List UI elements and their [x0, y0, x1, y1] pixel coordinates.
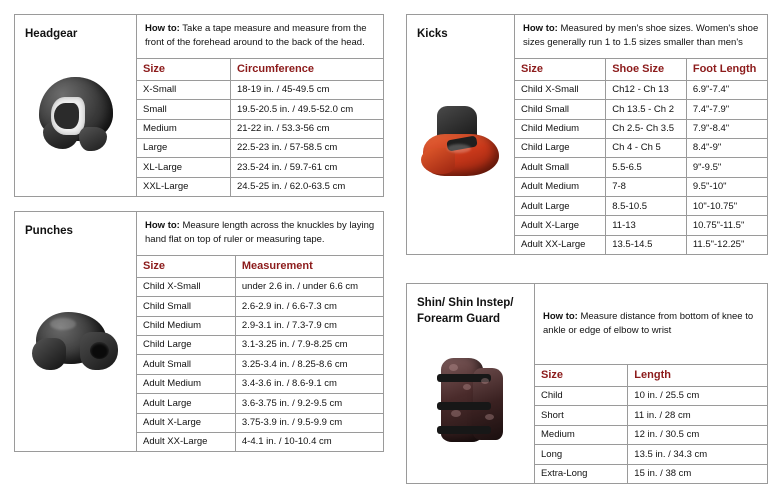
punches-howto [137, 212, 383, 256]
cell-value: 23.5-24 in. / 59.7-61 cm [230, 158, 383, 177]
headgear-title: Headgear [25, 28, 78, 40]
punches-image [25, 246, 128, 444]
cell-size: Adult Large [515, 197, 606, 216]
headgear-howto [137, 15, 383, 59]
table-row [137, 316, 383, 335]
cell-size: Child Medium [137, 316, 235, 335]
cell-size: XL-Large [137, 158, 230, 177]
punches-howto-label: How to: [145, 220, 180, 232]
table-header-row [515, 59, 767, 81]
cell-size: Child Large [515, 138, 606, 157]
shin-guard-block [406, 283, 768, 484]
shin-howto-label: How to: [543, 311, 578, 323]
table-row [137, 100, 383, 119]
right-column [406, 0, 768, 498]
cell-size: Large [137, 138, 230, 157]
cell-value: 11 in. / 28 cm [628, 406, 767, 425]
kick-foot-guard-illustration [417, 104, 506, 186]
cell-value: 19.5-20.5 in. / 49.5-52.0 cm [230, 100, 383, 119]
cell-size: Short [535, 406, 628, 425]
cell-size: Medium [535, 425, 628, 444]
kicks-title: Kicks [417, 28, 448, 40]
kicks-content [515, 15, 767, 254]
cell-value: 10 in. / 25.5 cm [628, 386, 767, 405]
cell-length: 10"-10.75" [686, 197, 767, 216]
table-row [535, 464, 767, 483]
cell-length: 8.4"-9" [686, 138, 767, 157]
cell-value: 12 in. / 30.5 cm [628, 425, 767, 444]
table-row [515, 216, 767, 235]
table-header-row [137, 256, 383, 278]
cell-size: Adult Medium [515, 177, 606, 196]
headgear-howto-text: Take a tape measure and measure from the front of the forehead around to the back of the head. [145, 23, 367, 48]
kicks-image [417, 49, 506, 247]
cell-value: 4-4.1 in. / 10-10.4 cm [235, 432, 383, 451]
cell-length: 7.9"-8.4" [686, 119, 767, 138]
shin-col-size: Size [535, 365, 628, 387]
shin-howto [535, 284, 767, 365]
cell-value: 24.5-25 in. / 62.0-63.5 cm [230, 177, 383, 196]
table-header-row [137, 59, 383, 81]
cell-length: 11.5"-12.25" [686, 235, 767, 254]
cell-value: 22.5-23 in. / 57-58.5 cm [230, 138, 383, 157]
table-row [137, 394, 383, 413]
punches-col-size: Size [137, 256, 235, 278]
shin-title-cell [407, 284, 535, 483]
cell-size: Adult Small [515, 158, 606, 177]
headgear-block [14, 14, 384, 197]
table-row [515, 80, 767, 99]
cell-value: 2.6-2.9 in. / 6.6-7.3 cm [235, 297, 383, 316]
table-header-row [535, 365, 767, 387]
table-row [535, 425, 767, 444]
kicks-col-shoe-size: Shoe Size [606, 59, 687, 81]
cell-shoe: 8.5-10.5 [606, 197, 687, 216]
cell-length: 10.75"-11.5" [686, 216, 767, 235]
kicks-howto-label: How to: [523, 23, 558, 34]
cell-size: Long [535, 445, 628, 464]
headgear-image [25, 49, 128, 189]
cell-size: Child Small [515, 100, 606, 119]
cell-value: 3.75-3.9 in. / 9.5-9.9 cm [235, 413, 383, 432]
punches-title-cell [15, 212, 137, 451]
kicks-title-cell [407, 15, 515, 254]
cell-size: Child Medium [515, 119, 606, 138]
cell-size: Adult XX-Large [515, 235, 606, 254]
cell-value: 2.9-3.1 in. / 7.3-7.9 cm [235, 316, 383, 335]
cell-size: Small [137, 100, 230, 119]
punch-glove-illustration [30, 302, 124, 382]
punches-content [137, 212, 383, 451]
headgear-col-size: Size [137, 59, 230, 81]
table-row [137, 138, 383, 157]
punches-block [14, 211, 384, 452]
cell-size: XXL-Large [137, 177, 230, 196]
cell-value: 3.4-3.6 in. / 8.6-9.1 cm [235, 374, 383, 393]
cell-value: 18-19 in. / 45-49.5 cm [230, 80, 383, 99]
cell-size: Adult Large [137, 394, 235, 413]
table-row [137, 80, 383, 99]
table-row [137, 432, 383, 451]
table-row [535, 445, 767, 464]
cell-size: Extra-Long [535, 464, 628, 483]
headgear-col-circumference: Circumference [236, 62, 315, 75]
cell-shoe: Ch 2.5- Ch 3.5 [606, 119, 687, 138]
cell-shoe: 11-13 [606, 216, 687, 235]
cell-size: Child X-Small [515, 80, 606, 99]
cell-size: Adult Medium [137, 374, 235, 393]
shin-title: Shin/ Shin Instep/ Forearm Guard [417, 297, 514, 325]
table-row [515, 138, 767, 157]
table-row [137, 177, 383, 196]
cell-value: 3.1-3.25 in. / 7.9-8.25 cm [235, 335, 383, 354]
headgear-table [137, 59, 383, 197]
punches-howto-text: Measure length across the knuckles by laying hand flat on top of ruler or measuring tape. [145, 220, 375, 245]
cell-size: X-Small [137, 80, 230, 99]
cell-size: Adult X-Large [515, 216, 606, 235]
shin-howto-text: Measure distance from bottom of knee to ankle or edge of elbow to wrist [543, 311, 754, 336]
cell-value: 15 in. / 38 cm [628, 464, 767, 483]
headgear-title-cell [15, 15, 137, 196]
cell-shoe: Ch12 - Ch 13 [606, 80, 687, 99]
kicks-col-size: Size [515, 59, 606, 81]
left-column [14, 0, 384, 466]
kicks-howto [515, 15, 767, 59]
cell-size: Child Small [137, 297, 235, 316]
table-row [515, 119, 767, 138]
cell-value: 3.25-3.4 in. / 8.25-8.6 cm [235, 355, 383, 374]
cell-size: Adult XX-Large [137, 432, 235, 451]
table-row [137, 277, 383, 296]
kicks-block [406, 14, 768, 255]
cell-size: Adult Small [137, 355, 235, 374]
table-row [515, 158, 767, 177]
table-row [515, 197, 767, 216]
punches-col-measurement: Measurement [241, 259, 313, 272]
kicks-table [515, 59, 767, 255]
table-row [137, 335, 383, 354]
cell-size: Child X-Small [137, 277, 235, 296]
table-row [137, 355, 383, 374]
table-row [515, 235, 767, 254]
table-row [535, 406, 767, 425]
table-row [137, 119, 383, 138]
punches-title: Punches [25, 225, 73, 238]
kicks-howto-text: Measured by men's shoe sizes. Women's shoe sizes generally run 1 to 1.5 sizes smaller than men's [523, 23, 759, 48]
cell-size: Child Large [137, 335, 235, 354]
table-row [137, 374, 383, 393]
table-row [515, 100, 767, 119]
cell-length: 6.9"-7.4" [686, 80, 767, 99]
cell-value: under 2.6 in. / under 6.6 cm [235, 277, 383, 296]
table-row [137, 158, 383, 177]
cell-length: 7.4"-7.9" [686, 100, 767, 119]
cell-shoe: 13.5-14.5 [606, 235, 687, 254]
cell-value: 3.6-3.75 in. / 9.2-9.5 cm [235, 394, 383, 413]
headgear-illustration [31, 75, 123, 157]
shin-guard-illustration [429, 354, 515, 450]
headgear-howto-label: How to: [145, 23, 180, 34]
table-row [515, 177, 767, 196]
cell-value: 21-22 in. / 53.3-56 cm [230, 119, 383, 138]
cell-shoe: 5.5-6.5 [606, 158, 687, 177]
cell-length: 9"-9.5" [686, 158, 767, 177]
shin-col-length: Length [634, 368, 671, 381]
cell-shoe: Ch 13.5 - Ch 2 [606, 100, 687, 119]
shin-image [417, 333, 526, 475]
headgear-content [137, 15, 383, 196]
table-row [535, 386, 767, 405]
cell-length: 9.5"-10" [686, 177, 767, 196]
cell-size: Child [535, 386, 628, 405]
table-row [137, 297, 383, 316]
table-row [137, 413, 383, 432]
cell-value: 13.5 in. / 34.3 cm [628, 445, 767, 464]
cell-size: Medium [137, 119, 230, 138]
shin-table [535, 365, 767, 483]
shin-content [535, 284, 767, 483]
cell-shoe: Ch 4 - Ch 5 [606, 138, 687, 157]
kicks-col-foot-length: Foot Length [692, 62, 757, 75]
cell-size: Adult X-Large [137, 413, 235, 432]
cell-shoe: 7-8 [606, 177, 687, 196]
